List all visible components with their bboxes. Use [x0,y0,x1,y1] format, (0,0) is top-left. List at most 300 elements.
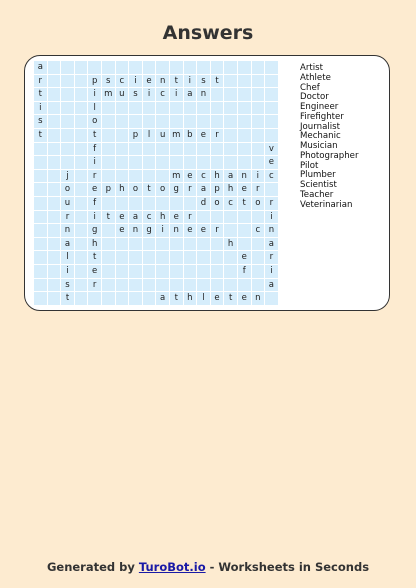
grid-cell: r [265,251,278,264]
grid-cell [143,292,156,305]
grid-cell: n [156,75,169,88]
grid-cell: e [88,183,101,196]
grid-cell [129,156,142,169]
grid-cell [143,115,156,128]
grid-cell: a [265,279,278,292]
grid-cell [238,279,251,292]
grid-cell [211,61,224,74]
grid-cell: r [88,279,101,292]
grid-cell [238,115,251,128]
grid-cell [170,197,183,210]
grid-cell [252,143,265,156]
word-list [300,64,359,210]
grid-cell [184,61,197,74]
grid-cell: t [224,292,237,305]
grid-cell [61,88,74,101]
grid-cell: t [88,251,101,264]
grid-cell: r [211,129,224,142]
grid-cell: n [61,224,74,237]
grid-cell [34,143,47,156]
grid-cell [143,279,156,292]
grid-cell: u [156,129,169,142]
grid-cell: i [170,88,183,101]
grid-cell [197,156,210,169]
grid-cell [156,61,169,74]
grid-cell: t [34,88,47,101]
grid-cell [34,251,47,264]
grid-cell: c [197,170,210,183]
grid-cell [211,211,224,224]
grid-cell: i [88,156,101,169]
grid-cell [116,251,129,264]
word-list-item: Photographer [300,150,359,161]
grid-cell [102,265,115,278]
grid-cell [238,61,251,74]
word-list-item: Artist [300,63,324,73]
grid-cell [197,238,210,251]
grid-cell [61,61,74,74]
grid-cell [129,143,142,156]
word-list-item: Firefighter [300,111,344,122]
grid-cell: p [88,75,101,88]
grid-cell: j [61,170,74,183]
grid-cell [224,88,237,101]
grid-cell [224,102,237,115]
grid-cell [184,102,197,115]
grid-cell [265,129,278,142]
grid-cell [238,88,251,101]
grid-cell: e [116,224,129,237]
grid-cell: g [88,224,101,237]
grid-cell [143,170,156,183]
grid-cell [184,143,197,156]
word-list-item: Athlete [300,72,331,83]
grid-cell: e [265,156,278,169]
grid-cell [143,143,156,156]
grid-cell [34,156,47,169]
word-list-item: Doctor [300,92,329,103]
grid-cell [252,251,265,264]
grid-cell: a [61,238,74,251]
grid-cell: l [88,102,101,115]
grid-cell [265,183,278,196]
grid-cell: r [265,197,278,210]
grid-cell: u [61,197,74,210]
grid-cell: n [238,170,251,183]
grid-cell: r [184,183,197,196]
grid-cell: l [61,251,74,264]
grid-cell: h [116,183,129,196]
grid-cell: i [129,75,142,88]
grid-cell: r [88,170,101,183]
grid-cell [156,251,169,264]
grid-cell: i [265,211,278,224]
grid-cell [116,61,129,74]
grid-cell [48,170,61,183]
grid-cell [170,279,183,292]
grid-cell [265,115,278,128]
grid-cell [75,211,88,224]
grid-cell [252,115,265,128]
grid-cell: a [224,170,237,183]
grid-cell [129,292,142,305]
grid-cell [184,197,197,210]
grid-cell [75,183,88,196]
grid-cell: g [143,224,156,237]
word-list-item: Chef [300,82,320,93]
grid-cell [75,265,88,278]
grid-cell [129,265,142,278]
grid-cell [34,197,47,210]
grid-cell: c [116,75,129,88]
grid-cell [75,279,88,292]
grid-cell: e [238,183,251,196]
grid-cell [211,265,224,278]
grid-cell [156,115,169,128]
grid-cell [252,88,265,101]
grid-cell: e [143,75,156,88]
grid-cell [61,156,74,169]
grid-cell [48,251,61,264]
word-list-item: Journalist [300,121,340,132]
grid-cell: e [116,211,129,224]
grid-cell [129,279,142,292]
grid-cell [48,197,61,210]
grid-cell [88,61,101,74]
grid-cell [48,115,61,128]
grid-cell [211,143,224,156]
grid-cell [102,115,115,128]
grid-cell [116,170,129,183]
grid-cell [102,251,115,264]
grid-cell [170,156,183,169]
grid-cell [88,292,101,305]
grid-cell [34,265,47,278]
grid-cell: h [224,183,237,196]
grid-cell: n [129,224,142,237]
grid-cell [34,224,47,237]
word-list-item: Veterinarian [300,199,353,210]
grid-cell: t [102,211,115,224]
grid-cell: d [197,197,210,210]
grid-cell [48,129,61,142]
grid-cell: n [252,292,265,305]
grid-cell: e [197,224,210,237]
grid-cell [238,238,251,251]
grid-cell: l [143,129,156,142]
grid-cell [211,251,224,264]
grid-cell [116,197,129,210]
grid-cell [102,129,115,142]
grid-cell: h [88,238,101,251]
grid-cell [102,102,115,115]
grid-cell: g [170,183,183,196]
grid-cell [156,197,169,210]
grid-cell: e [197,129,210,142]
grid-cell [102,156,115,169]
grid-cell [224,224,237,237]
grid-cell [197,115,210,128]
grid-cell [184,156,197,169]
grid-cell: e [88,265,101,278]
grid-cell [34,211,47,224]
grid-cell [238,224,251,237]
grid-cell: f [88,197,101,210]
grid-cell: n [265,224,278,237]
grid-cell [197,61,210,74]
grid-cell [156,102,169,115]
grid-cell [116,156,129,169]
grid-cell: s [102,75,115,88]
grid-cell [252,156,265,169]
grid-cell: o [211,197,224,210]
grid-cell: f [238,265,251,278]
grid-cell: i [88,88,101,101]
footer [0,560,416,574]
grid-cell [75,129,88,142]
grid-cell [75,292,88,305]
grid-cell: c [224,197,237,210]
grid-cell [75,75,88,88]
grid-cell [252,238,265,251]
grid-cell [197,143,210,156]
grid-cell [184,265,197,278]
grid-cell [48,211,61,224]
grid-cell: t [211,75,224,88]
grid-cell [48,102,61,115]
grid-cell [61,75,74,88]
page-title: Answers [162,22,254,44]
grid-cell [170,251,183,264]
grid-cell [265,102,278,115]
grid-cell [224,156,237,169]
grid-cell [156,170,169,183]
grid-cell: e [184,224,197,237]
grid-cell [34,292,47,305]
grid-cell [34,238,47,251]
turobot-link[interactable]: TuroBot.io [138,560,206,574]
grid-cell [238,211,251,224]
grid-cell [156,279,169,292]
grid-cell [75,224,88,237]
grid-cell [48,156,61,169]
grid-cell: m [102,88,115,101]
grid-cell [61,143,74,156]
grid-cell: p [102,183,115,196]
grid-cell: f [88,143,101,156]
grid-cell [48,224,61,237]
grid-cell [197,251,210,264]
grid-cell: s [61,279,74,292]
grid-cell: h [156,211,169,224]
grid-cell [170,115,183,128]
grid-cell: h [224,238,237,251]
grid-cell [265,88,278,101]
grid-cell: a [265,238,278,251]
grid-cell [238,75,251,88]
grid-cell: i [252,170,265,183]
grid-cell [129,197,142,210]
grid-cell [224,129,237,142]
grid-cell: i [184,75,197,88]
grid-cell [143,102,156,115]
grid-cell [102,238,115,251]
grid-cell: u [116,88,129,101]
grid-cell [75,102,88,115]
grid-cell [143,156,156,169]
grid-cell [184,251,197,264]
grid-cell [211,238,224,251]
grid-cell: r [34,75,47,88]
grid-cell: l [197,292,210,305]
grid-cell: t [88,129,101,142]
grid-cell [197,279,210,292]
grid-cell [224,75,237,88]
grid-cell [129,115,142,128]
grid-cell [129,102,142,115]
grid-cell [252,265,265,278]
word-search-grid [34,61,278,305]
grid-cell [102,279,115,292]
grid-cell: r [61,211,74,224]
grid-cell: b [184,129,197,142]
grid-cell [48,143,61,156]
grid-cell [75,197,88,210]
grid-cell [143,265,156,278]
grid-cell [170,61,183,74]
grid-cell [75,115,88,128]
grid-cell [61,129,74,142]
grid-cell: e [238,251,251,264]
grid-cell [61,102,74,115]
grid-cell [116,115,129,128]
grid-cell [75,156,88,169]
grid-cell [170,265,183,278]
grid-cell: m [170,129,183,142]
grid-cell [129,251,142,264]
grid-cell: p [129,129,142,142]
grid-cell [197,211,210,224]
grid-cell [34,279,47,292]
grid-cell [75,143,88,156]
grid-cell [211,88,224,101]
grid-cell: v [265,143,278,156]
grid-cell: o [252,197,265,210]
grid-cell [238,156,251,169]
grid-cell: o [88,115,101,128]
grid-cell: e [184,170,197,183]
grid-cell [170,102,183,115]
grid-cell: p [211,183,224,196]
grid-cell [129,170,142,183]
grid-cell [238,143,251,156]
grid-cell [143,251,156,264]
grid-cell: t [34,129,47,142]
grid-cell: a [197,183,210,196]
grid-cell [252,211,265,224]
grid-cell: h [184,292,197,305]
grid-cell [116,129,129,142]
grid-cell: a [156,292,169,305]
grid-cell [252,61,265,74]
footer-prefix: Generated by [46,560,139,574]
grid-cell [102,197,115,210]
grid-cell [75,251,88,264]
grid-cell [252,102,265,115]
grid-cell [129,238,142,251]
grid-cell [143,61,156,74]
grid-cell [224,115,237,128]
grid-cell [252,279,265,292]
grid-cell [156,156,169,169]
grid-cell [238,102,251,115]
grid-cell: i [156,224,169,237]
grid-cell: t [143,183,156,196]
grid-cell [102,224,115,237]
grid-cell [102,170,115,183]
grid-cell [224,279,237,292]
grid-cell [211,102,224,115]
grid-cell: o [156,183,169,196]
grid-cell [197,102,210,115]
grid-cell: r [252,183,265,196]
grid-cell [265,61,278,74]
grid-cell [156,265,169,278]
grid-cell: m [170,170,183,183]
grid-cell: t [61,292,74,305]
grid-cell [102,292,115,305]
grid-cell: s [129,88,142,101]
grid-cell: a [34,61,47,74]
grid-cell: n [170,224,183,237]
grid-cell [116,292,129,305]
grid-cell [116,102,129,115]
grid-cell [34,183,47,196]
grid-cell [48,265,61,278]
grid-cell [184,238,197,251]
grid-cell [197,265,210,278]
word-list-item: Teacher [300,189,334,200]
grid-cell [102,61,115,74]
grid-cell [184,279,197,292]
grid-cell [143,197,156,210]
grid-cell [75,88,88,101]
grid-cell [116,279,129,292]
grid-cell [224,251,237,264]
grid-cell: r [184,211,197,224]
word-list-item: Mechanic [300,131,341,142]
grid-cell [48,61,61,74]
grid-cell [75,170,88,183]
grid-cell: e [211,292,224,305]
grid-cell: r [211,224,224,237]
grid-cell [75,61,88,74]
grid-cell: i [88,211,101,224]
grid-cell [211,156,224,169]
grid-cell: c [143,211,156,224]
grid-cell [61,115,74,128]
grid-cell: h [211,170,224,183]
grid-cell: c [265,170,278,183]
grid-cell [116,143,129,156]
grid-cell [224,143,237,156]
grid-cell: o [129,183,142,196]
grid-cell [170,238,183,251]
grid-cell: s [197,75,210,88]
grid-cell: c [252,224,265,237]
grid-cell [48,75,61,88]
grid-cell: i [265,265,278,278]
